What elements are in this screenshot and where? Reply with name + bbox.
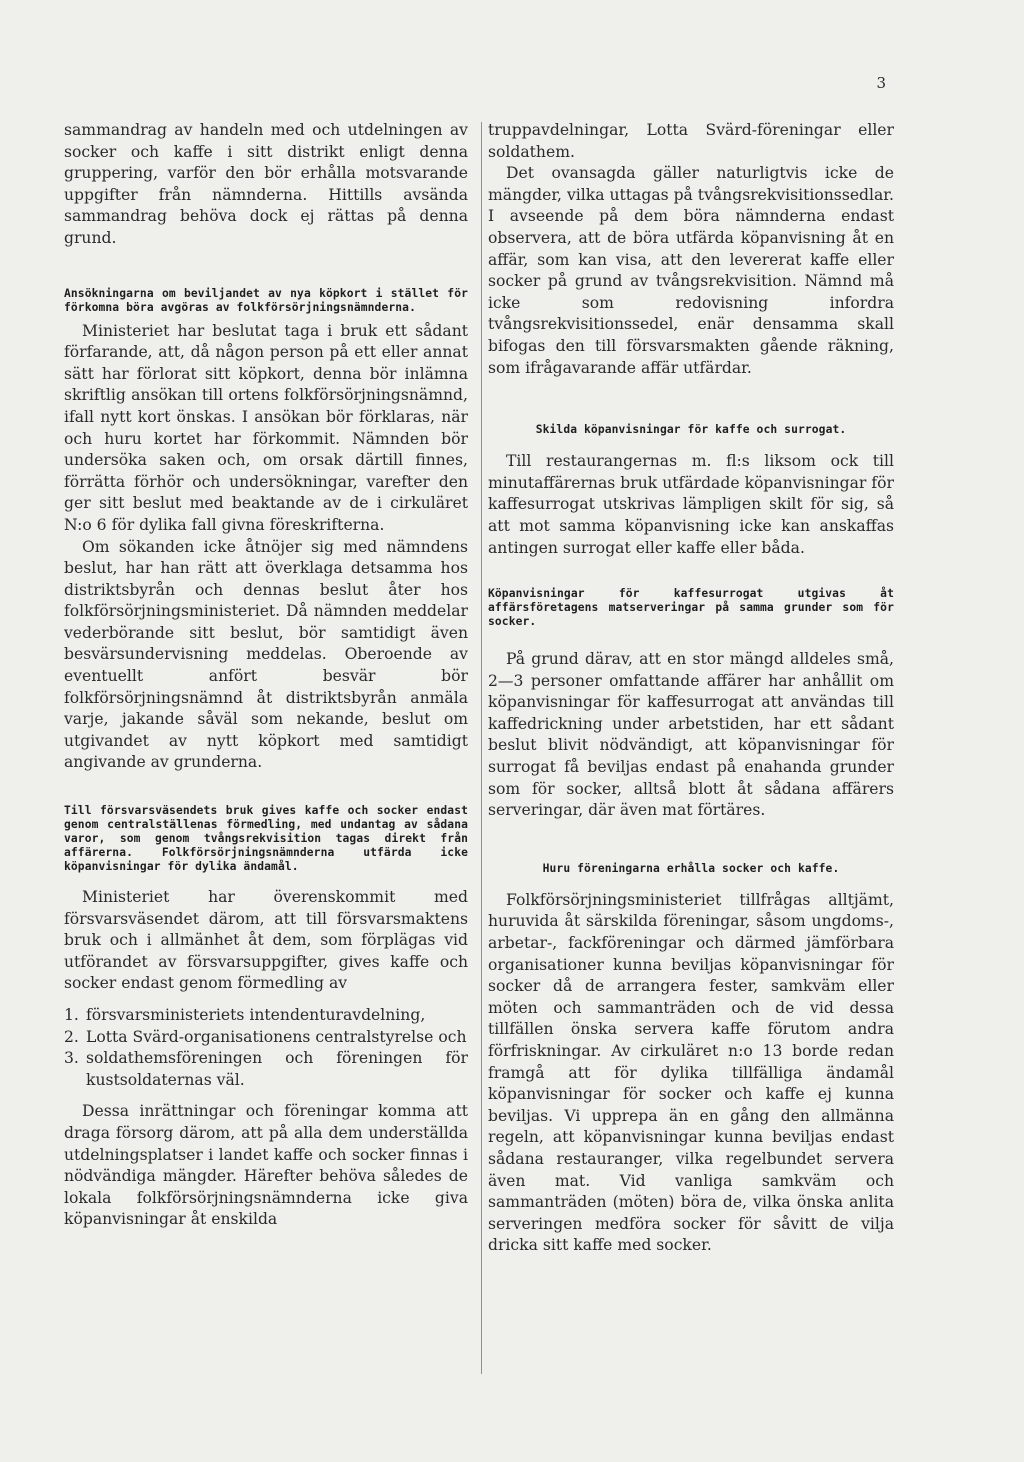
right-column — [488, 120, 894, 1257]
page-number: 3 — [876, 74, 886, 92]
section-heading-associations: Huru föreningarna erhålla socker och kaffe. — [542, 861, 840, 875]
section-heading-lost-cards: Ansökningarna om beviljandet av nya köpkort i stället för förkomna böra avgöras av folkförsörjningsnämnderna. — [64, 286, 468, 314]
paragraph-institutions: Dessa inrättningar och föreningar komma att draga försorg därom, att på alla dem underställda utdelningsplatser i landet kaffe och socker finnas i nödvändiga mängder. Härefter behöva således de lokala folkförsörjningsnämnderna icke giva köpanvisningar åt enskilda — [64, 1102, 468, 1229]
section-heading-defence: Till försvarsväsendets bruk gives kaffe och socker endast genom centralställenas förmedling, med undantag av sådana varor, som genom tvångsrekvisition tagas direkt från affärerna. Folkförsörjningsnämnderna utfärda icke köpanvisningar för dylika ändamål. — [64, 804, 468, 874]
column-divider — [481, 122, 482, 1374]
paragraph-intro-continued: sammandrag av handeln med och utdelningen av socker och kaffe i sitt distrikt enligt denna gruppering, varför den bör erhålla motsvarande uppgifter från nämnderna. Hittills avsända sammandrag behöva dock ej rättas på denna grund. — [64, 121, 468, 247]
paragraph-continued: truppavdelningar, Lotta Svärd-föreningar eller soldathem. — [488, 121, 894, 161]
intermediary-list — [64, 1005, 468, 1091]
paragraph-associations: Folkförsörjningsministeriet tillfrågas alltjämt, huruvida åt särskilda föreningar, såsom ungdoms-, arbetar-, fackföreningar och därmed jämförbara organisationer kunna beviljas köpanvisningar för socker då de arrangera fester, samkväm eller möten och sammanträden och de vid dessa tillfällen önska servera kaffe förutom andra förfriskningar. Av cirkuläret n:o 13 borde redan framgå att för dylika tillfälliga ändamål köpanvisningar för socker och kaffe ej kunna beviljas. Vi upprepa än en gång den allmänna regeln, att köpanvisningar kunna beviljas endast sådana restauranger, vilka regelbundet servera även mat. Vid vanliga samkväm och sammanträden (möten) böra de, vilka önska anlita serveringen medföra socker för såvitt de vilja dricka sitt kaffe med socker. — [488, 890, 894, 1255]
section-heading-separate-vouchers: Skilda köpanvisningar för kaffe och surrogat. — [535, 423, 847, 437]
list-item: 1. försvarsministeriets intendenturavdelning, — [64, 1006, 426, 1024]
paragraph-separate-vouchers: Till restaurangernas m. fl:s liksom ock till minutaffärernas bruk utfärdade köpanvisningar för kaffesurrogat utskrivas lämpligen skilt för sig, så att mot samma köpanvisning icke kan anskaffas antingen surrogat eller kaffe eller båda. — [488, 452, 894, 557]
paragraph-lost-cards-procedure: Ministeriet har beslutat taga i bruk ett sådant förfarande, att, då någon person på ett eller annat sätt har förlorat sitt köpkort, denna bör inlämna skriftlig ansökan till ortens folkförsörjningsnämnd, ifall nytt kort önskas. I ansökan bör förklaras, när och huru kortet har förkommit. Nämnden bör undersöka saken och, om orsak därtill finnes, förrätta förhör och undersökningar, varefter den ger sitt beslut med beaktande av de i cirkuläret N:o 6 för dylika fall givna föreskrifterna. — [64, 321, 468, 534]
paragraph-defence-agreement: Ministeriet har överenskommit med försvarsväsendet därom, att till försvarsmaktens bruk och i allmänhet åt dem, som förplägas vid utförandet av försvarsuppgifter, gives kaffe och socker endast genom förmedling av — [64, 888, 468, 993]
section-heading-surrogate-vouchers: Köpanvisningar för kaffesurrogat utgivas åt affärsföretagens matserveringar på samma grunder som för socker. — [488, 587, 894, 629]
list-item: 3. soldathemsföreningen och föreningen för kustsoldaternas väl. — [64, 1049, 468, 1089]
paragraph-appeal: Om sökanden icke åtnöjer sig med nämndens beslut, har han rätt att överklaga detsamma hos distriktsbyrån och dennas beslut åter hos folkförsörjningsministeriet. Då nämnden meddelar vederbörande sitt beslut, bör samtidigt även besvärsundervisning meddelas. Oberoende av eventuellt anfört besvär bör folkförsörjningsnämnd åt distriktsbyrån anmäla varje, jakande såväl som nekande, beslut om utgivandet av nytt köpkort med samtidigt angivande av grunderna. — [64, 537, 468, 772]
paragraph-surrogate-vouchers: På grund därav, att en stor mängd alldeles små, 2—3 personer omfattande affärer har anhållit om köpanvisningar för kaffesurrogat att användas till kaffedrickning under arbetstiden, har ett sådant beslut blivit nödvändigt, att köpanvisningar för surrogat få beviljas endast på enahanda grunder som för socker, alltså blott åt sådana affärers serveringar, där även mat förtäres. — [488, 650, 894, 820]
list-item: 2. Lotta Svärd-organisationens centralstyrelse och — [64, 1027, 467, 1046]
left-column — [64, 120, 468, 1231]
paragraph-requisition: Det ovansagda gäller naturligtvis icke de mängder, vilka uttagas på tvångsrekvisitionssedlar. I avseende på dem böra nämnderna endast observera, att de böra utfärda köpanvisning åt en affär, som kan visa, att den levererat kaffe eller socker på grund av tvångsrekvisition. Nämnd må icke som redovisning infordra tvångsrekvisitionssedel, enär densamma skall bifogas den till försvarsmakten gående räkning, som ifrågavarande affär utfärdar. — [488, 164, 895, 377]
